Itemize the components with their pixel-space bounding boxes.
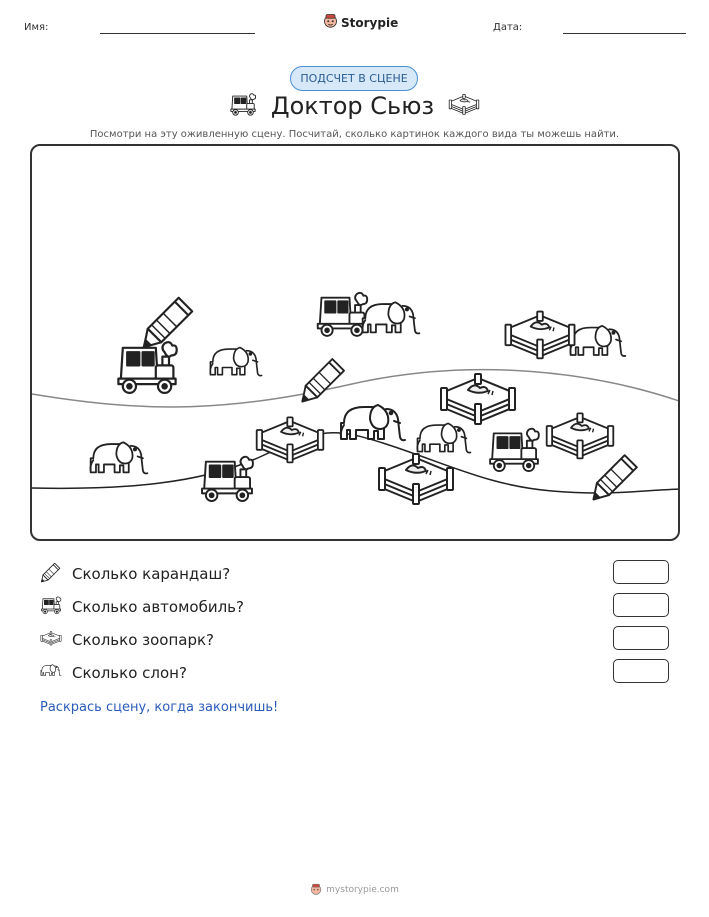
elephant-icon: [362, 302, 419, 333]
car-icon: [202, 457, 253, 501]
elephant-icon: [341, 405, 405, 440]
answer-box-zoos[interactable]: [613, 626, 669, 650]
question-cars: [40, 594, 244, 620]
date-field[interactable]: [563, 33, 686, 34]
question-pencils: [40, 561, 230, 587]
name-field[interactable]: [100, 33, 255, 34]
footer-site: mystorypie.com: [326, 884, 399, 895]
instructions: Посмотри на эту оживленную сцену. Посчитай, сколько картинок каждого вида ты можешь найти.: [89, 129, 620, 140]
footer: [0, 880, 709, 899]
elephant-icon: [210, 348, 261, 376]
question-elephants: [40, 660, 187, 686]
elephant-icon: [90, 442, 147, 473]
question-text: Сколько автомобиль?: [72, 598, 244, 616]
question-text: Сколько слон?: [72, 664, 187, 682]
zoo-icon: [441, 374, 515, 424]
answer-box-pencils[interactable]: [613, 560, 669, 584]
question-text: Сколько карандаш?: [72, 565, 231, 583]
storypie-logo-icon: [310, 880, 322, 899]
worksheet-type-badge: ПОДСЧЕТ В СЦЕНЕ: [290, 66, 418, 91]
question-text: Сколько зоопарк?: [72, 631, 215, 649]
zoo-icon: [257, 417, 324, 462]
car-icon: [318, 293, 367, 336]
car-icon: [229, 92, 257, 120]
elephant-icon: [570, 326, 625, 356]
date-label: Дата:: [493, 22, 523, 33]
zoo-icon: [547, 413, 614, 458]
zoo-icon: [505, 312, 574, 359]
storypie-logo-icon: [323, 13, 338, 32]
brand-name: Storypie: [341, 15, 399, 30]
title-row: [0, 92, 709, 120]
pencil-icon: [144, 298, 192, 347]
answer-box-elephants[interactable]: [613, 659, 669, 683]
question-zoos: [40, 627, 214, 653]
elephant-icon: [40, 660, 62, 686]
car-icon: [490, 429, 539, 471]
pencil-icon: [302, 359, 344, 402]
elephant-icon: [417, 423, 470, 452]
zoo-icon: [448, 92, 480, 120]
closing-note: Раскрась сцену, когда закончишь!: [40, 700, 279, 715]
name-label: Имя:: [24, 22, 49, 33]
zoo-icon: [40, 627, 62, 653]
zoo-icon: [379, 454, 453, 504]
pencil-icon: [40, 561, 62, 587]
car-icon: [40, 594, 62, 620]
car-icon: [118, 342, 176, 393]
counting-scene: [30, 144, 680, 541]
answer-box-cars[interactable]: [613, 593, 669, 617]
brand-logo: [323, 13, 398, 32]
page-title: Доктор Сьюз: [270, 92, 435, 120]
